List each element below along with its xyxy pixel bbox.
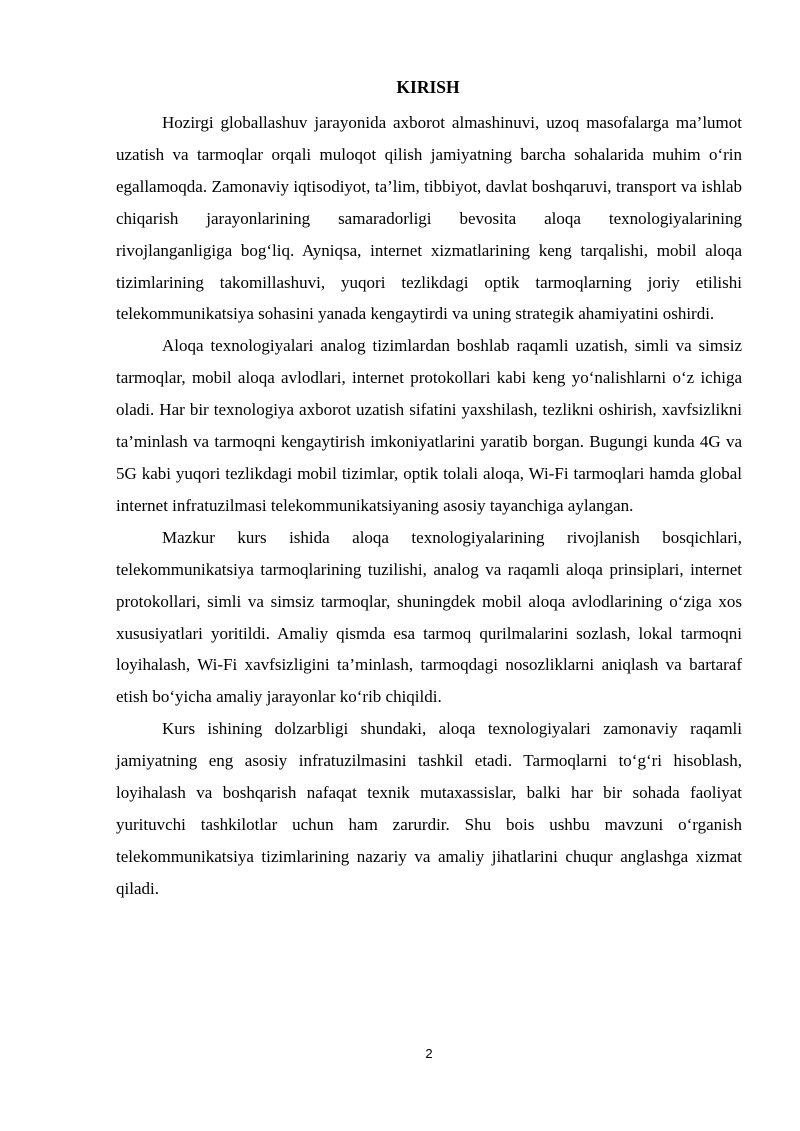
body-text [116,107,742,905]
paragraph-3: Mazkur kurs ishida aloqa texnologiyalarining rivojlanish bosqichlari, telekommunikatsiya tarmoqlarining tuzilishi, analog va raqamli aloqa prinsiplari, internet protokollari, simli va simsiz tarmoqlar, shuningdek mobil aloqa avlodlarining o‘ziga xos xususiyatlari yoritildi. Amaliy qismda esa tarmoq qurilmalarini sozlash, lokal tarmoqni loyihalash, Wi-Fi xavfsizligini ta’minlash, tarmoqdagi nosozliklarni aniqlash va bartaraf etish bo‘yicha amaliy jarayonlar ko‘rib chiqildi. [116,527,742,707]
paragraph-2: Aloqa texnologiyalari analog tizimlardan boshlab raqamli uzatish, simli va simsiz tarmoqlar, mobil aloqa avlodlari, internet protokollari kabi keng yo‘nalishlarni o‘z ichiga oladi. Har bir texnologiya axborot uzatish sifatini yaxshilash, tezlikni oshirish, xavfsizlikni ta’minlash va tarmoqni kengaytirish imkoniyatlarini yaratib borgan. Bugungi kunda 4G va 5G kabi yuqori tezlikdagi mobil tizimlar, optik tolali aloqa, Wi-Fi tarmoqlari hamda global internet infratuzilmasi telekommunikatsiyaning asosiy tayanchiga aylangan. [116,336,742,515]
page-number: 2 [425,1046,433,1061]
section-heading: KIRISH [396,77,460,97]
paragraph-1: Hozirgi globallashuv jarayonida axborot almashinuvi, uzoq masofalarga ma’lumot uzatish va tarmoqlar orqali muloqot qilish jamiyatning barcha sohalarida muhim o‘rin egallamoqda. Zamonaviy iqtisodiyot, ta’lim, tibbiyot, davlat boshqaruvi, transport va ishlab chiqarish jarayonlarining samaradorligi bevosita aloqa texnologiyalarining rivojlanganligiga bog‘liq. Ayniqsa, internet xizmatlarining keng tarqalishi, mobil aloqa tizimlarining takomillashuvi, yuqori tezlikdagi optik tarmoqlarning joriy etilishi telekommunikatsiya sohasini yanada kengaytirdi va uning strategik ahamiyatini oshirdi. [116,113,742,324]
paragraph-4: Kurs ishining dolzarbligi shundaki, aloqa texnologiyalari zamonaviy raqamli jamiyatning eng asosiy infratuzilmasini tashkil etadi. Tarmoqlarni to‘g‘ri hisoblash, loyihalash va boshqarish nafaqat texnik mutaxassislar, balki har bir sohada faoliyat yurituvchi tashkilotlar uchun ham zarurdir. Shu bois ushbu mavzuni o‘rganish telekommunikatsiya tizimlarining nazariy va amaliy jihatlarini chuqur anglashga xizmat qiladi. [116,719,742,898]
